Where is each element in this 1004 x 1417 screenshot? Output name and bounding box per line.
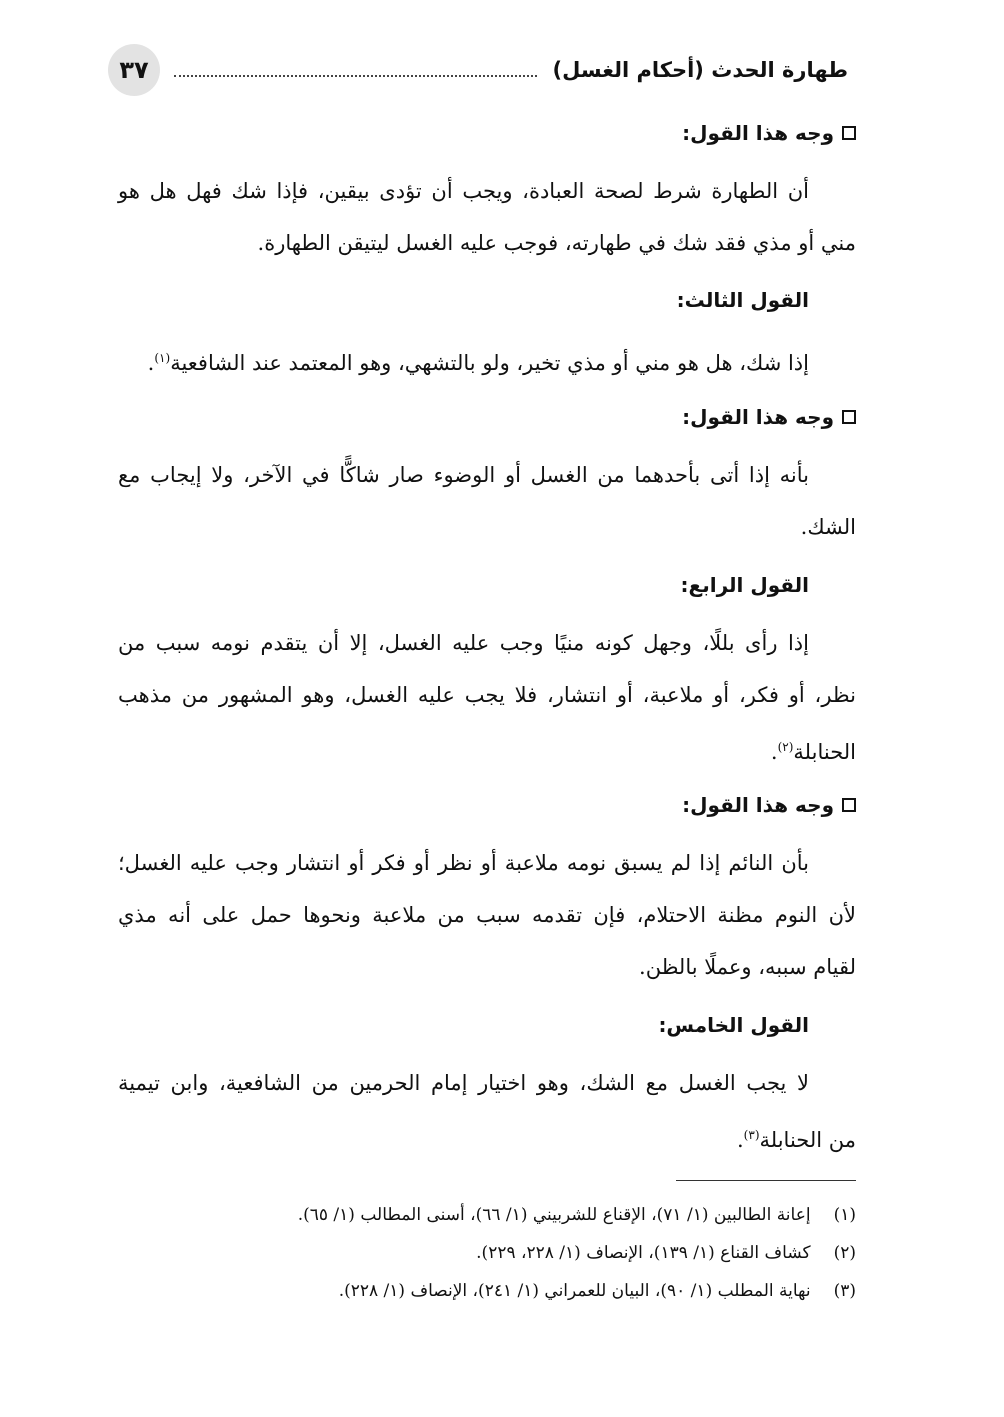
section-heading: القول الرابع:: [680, 573, 809, 597]
paragraph-line: أن الطهارة شرط لصحة العبادة، ويجب أن تؤدى بيقين، فإذا شك فهل هل هو: [118, 179, 809, 203]
header-dotted-rule: [174, 75, 537, 77]
checkbox-square-icon: [842, 410, 856, 424]
footnote: [298, 1202, 856, 1228]
footnote-ref: (٢): [777, 740, 794, 754]
checkbox-square-icon: [842, 126, 856, 140]
paragraph-line: الشك.: [800, 515, 856, 539]
checkbox-square-icon: [842, 798, 856, 812]
line-text: إذا شك، هل هو مني أو مذي تخير، ولو بالتشهي، وهو المعتمد عند الشافعية: [170, 351, 809, 375]
footnote-number: (٢): [833, 1243, 856, 1263]
heading-text: وجه هذا القول:: [682, 793, 834, 817]
section-heading: القول الثالث:: [676, 288, 809, 312]
section-heading: [682, 118, 856, 148]
footnote-ref: (٣): [743, 1128, 760, 1142]
footnote-number: (١): [833, 1205, 856, 1225]
footnote-number: (٣): [833, 1281, 856, 1301]
paragraph-line: إذا رأى بللًا، وجهل كونه منيًا وجب عليه الغسل، إلا أن يتقدم نومه سبب من: [118, 631, 809, 655]
paragraph-line: بأن النائم إذا لم يسبق نومه ملاعبة أو نظر أو فكر أو انتشار وجب عليه الغسل؛: [118, 851, 809, 875]
paragraph-line: لقيام سببه، وعملًا بالظن.: [639, 955, 856, 979]
line-text: .: [736, 1128, 744, 1152]
heading-text: وجه هذا القول:: [682, 405, 834, 429]
section-heading: [682, 402, 856, 432]
footnote-text: إعانة الطالبين (١/ ٧١)، الإقناع للشربيني (١/ ٦٦)، أسنى المطالب (١/ ٦٥).: [297, 1205, 811, 1225]
section-heading: القول الخامس:: [658, 1013, 809, 1037]
footnote-separator: [676, 1180, 856, 1181]
footnote-text: نهاية المطلب (١/ ٩٠)، البيان للعمراني (١/ ٢٤١)، الإنصاف (١/ ٢٢٨).: [338, 1281, 811, 1301]
page-header: [108, 44, 848, 96]
running-title: طهارة الحدث (أحكام الغسل): [552, 58, 848, 82]
paragraph-line: مني أو مذي فقد شك في طهارته، فوجب عليه الغسل ليتيقن الطهارة.: [257, 231, 856, 255]
footnote: [476, 1240, 856, 1266]
footnote: [339, 1278, 856, 1304]
paragraph-line: [148, 343, 809, 378]
footnote-text: كشاف القناع (١/ ١٣٩)، الإنصاف (١/ ٢٢٨، ٢٢٩).: [476, 1243, 811, 1263]
paragraph-line: [737, 1120, 856, 1155]
page-number: ٣٧: [108, 44, 160, 96]
heading-text: وجه هذا القول:: [682, 121, 834, 145]
paragraph-line: بأنه إذا أتى بأحدهما من الغسل أو الوضوء صار شاكًّا في الآخر، ولا إيجاب مع: [118, 463, 809, 487]
paragraph-line: لأن النوم مظنة الاحتلام، فإن تقدمه سبب من ملاعبة ونحوها حمل على أنه مذي: [118, 903, 856, 927]
section-heading: [682, 790, 856, 820]
line-text: الحنابلة: [793, 740, 856, 764]
line-text: .: [770, 740, 778, 764]
paragraph-line: نظر، أو فكر، أو ملاعبة، أو انتشار، فلا يجب عليه الغسل، وهو المشهور من مذهب: [118, 683, 856, 707]
line-text: .: [147, 351, 155, 375]
footnote-ref: (١): [154, 351, 171, 365]
paragraph-line: [771, 732, 856, 767]
paragraph-line: لا يجب الغسل مع الشك، وهو اختيار إمام الحرمين من الشافعية، وابن تيمية: [118, 1071, 809, 1095]
line-text: من الحنابلة: [759, 1128, 856, 1152]
